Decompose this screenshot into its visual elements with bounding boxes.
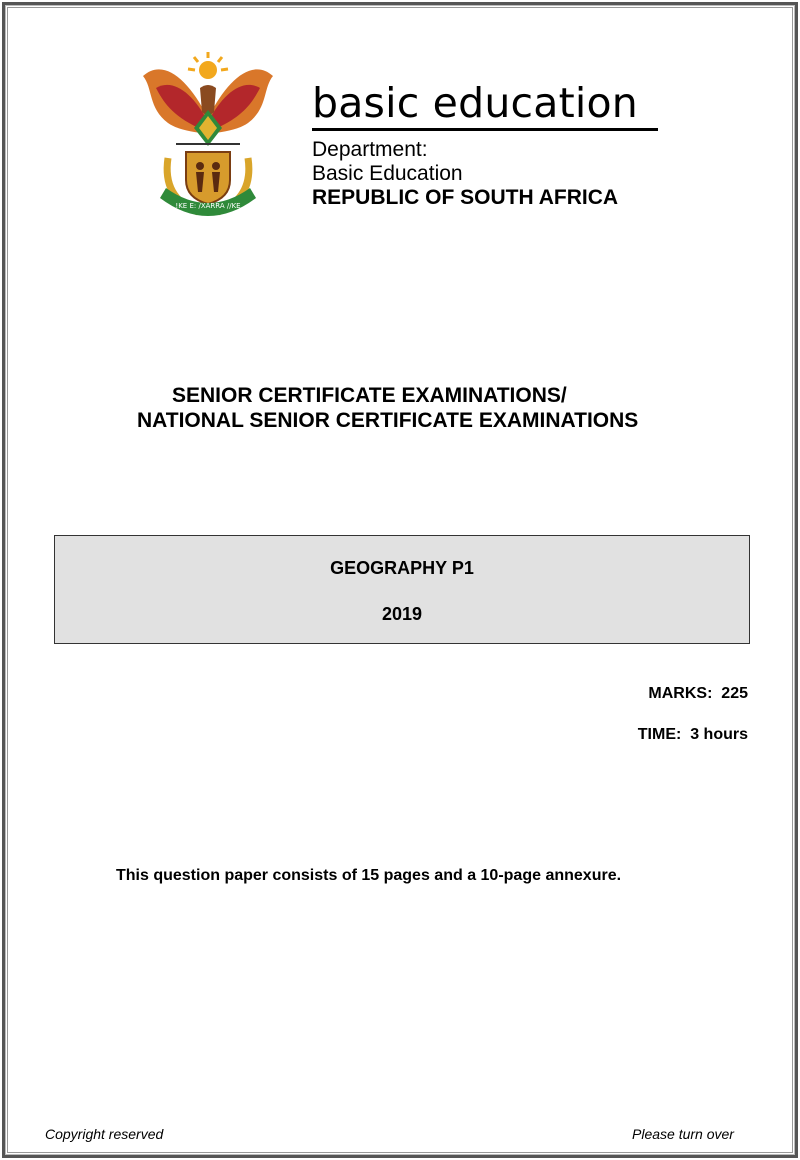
marks-label: MARKS: 225: [648, 685, 748, 702]
subject-box: [54, 535, 750, 644]
subject-title: GEOGRAPHY P1: [330, 558, 474, 578]
coat-motto-text: !KE E: /XARRA //KE: [175, 202, 241, 210]
country-name: REPUBLIC OF SOUTH AFRICA: [312, 186, 619, 209]
department-name: Basic Education: [312, 162, 463, 185]
brand-title: basic education: [312, 79, 638, 127]
exam-year: 2019: [381, 604, 423, 624]
exam-title-line2: NATIONAL SENIOR CERTIFICATE EXAMINATIONS: [137, 409, 639, 432]
turn-over-footer: Please turn over: [632, 1126, 734, 1142]
coat-of-arms-logo: [138, 48, 278, 224]
time-label: TIME: 3 hours: [637, 726, 748, 743]
department-label: Department:: [312, 138, 428, 161]
copyright-footer: Copyright reserved: [45, 1126, 164, 1142]
exam-title-line1: SENIOR CERTIFICATE EXAMINATIONS/: [172, 384, 567, 407]
brand-rule: [312, 128, 658, 131]
page-count-note: This question paper consists of 15 pages and a 10-page annexure.: [116, 867, 622, 884]
